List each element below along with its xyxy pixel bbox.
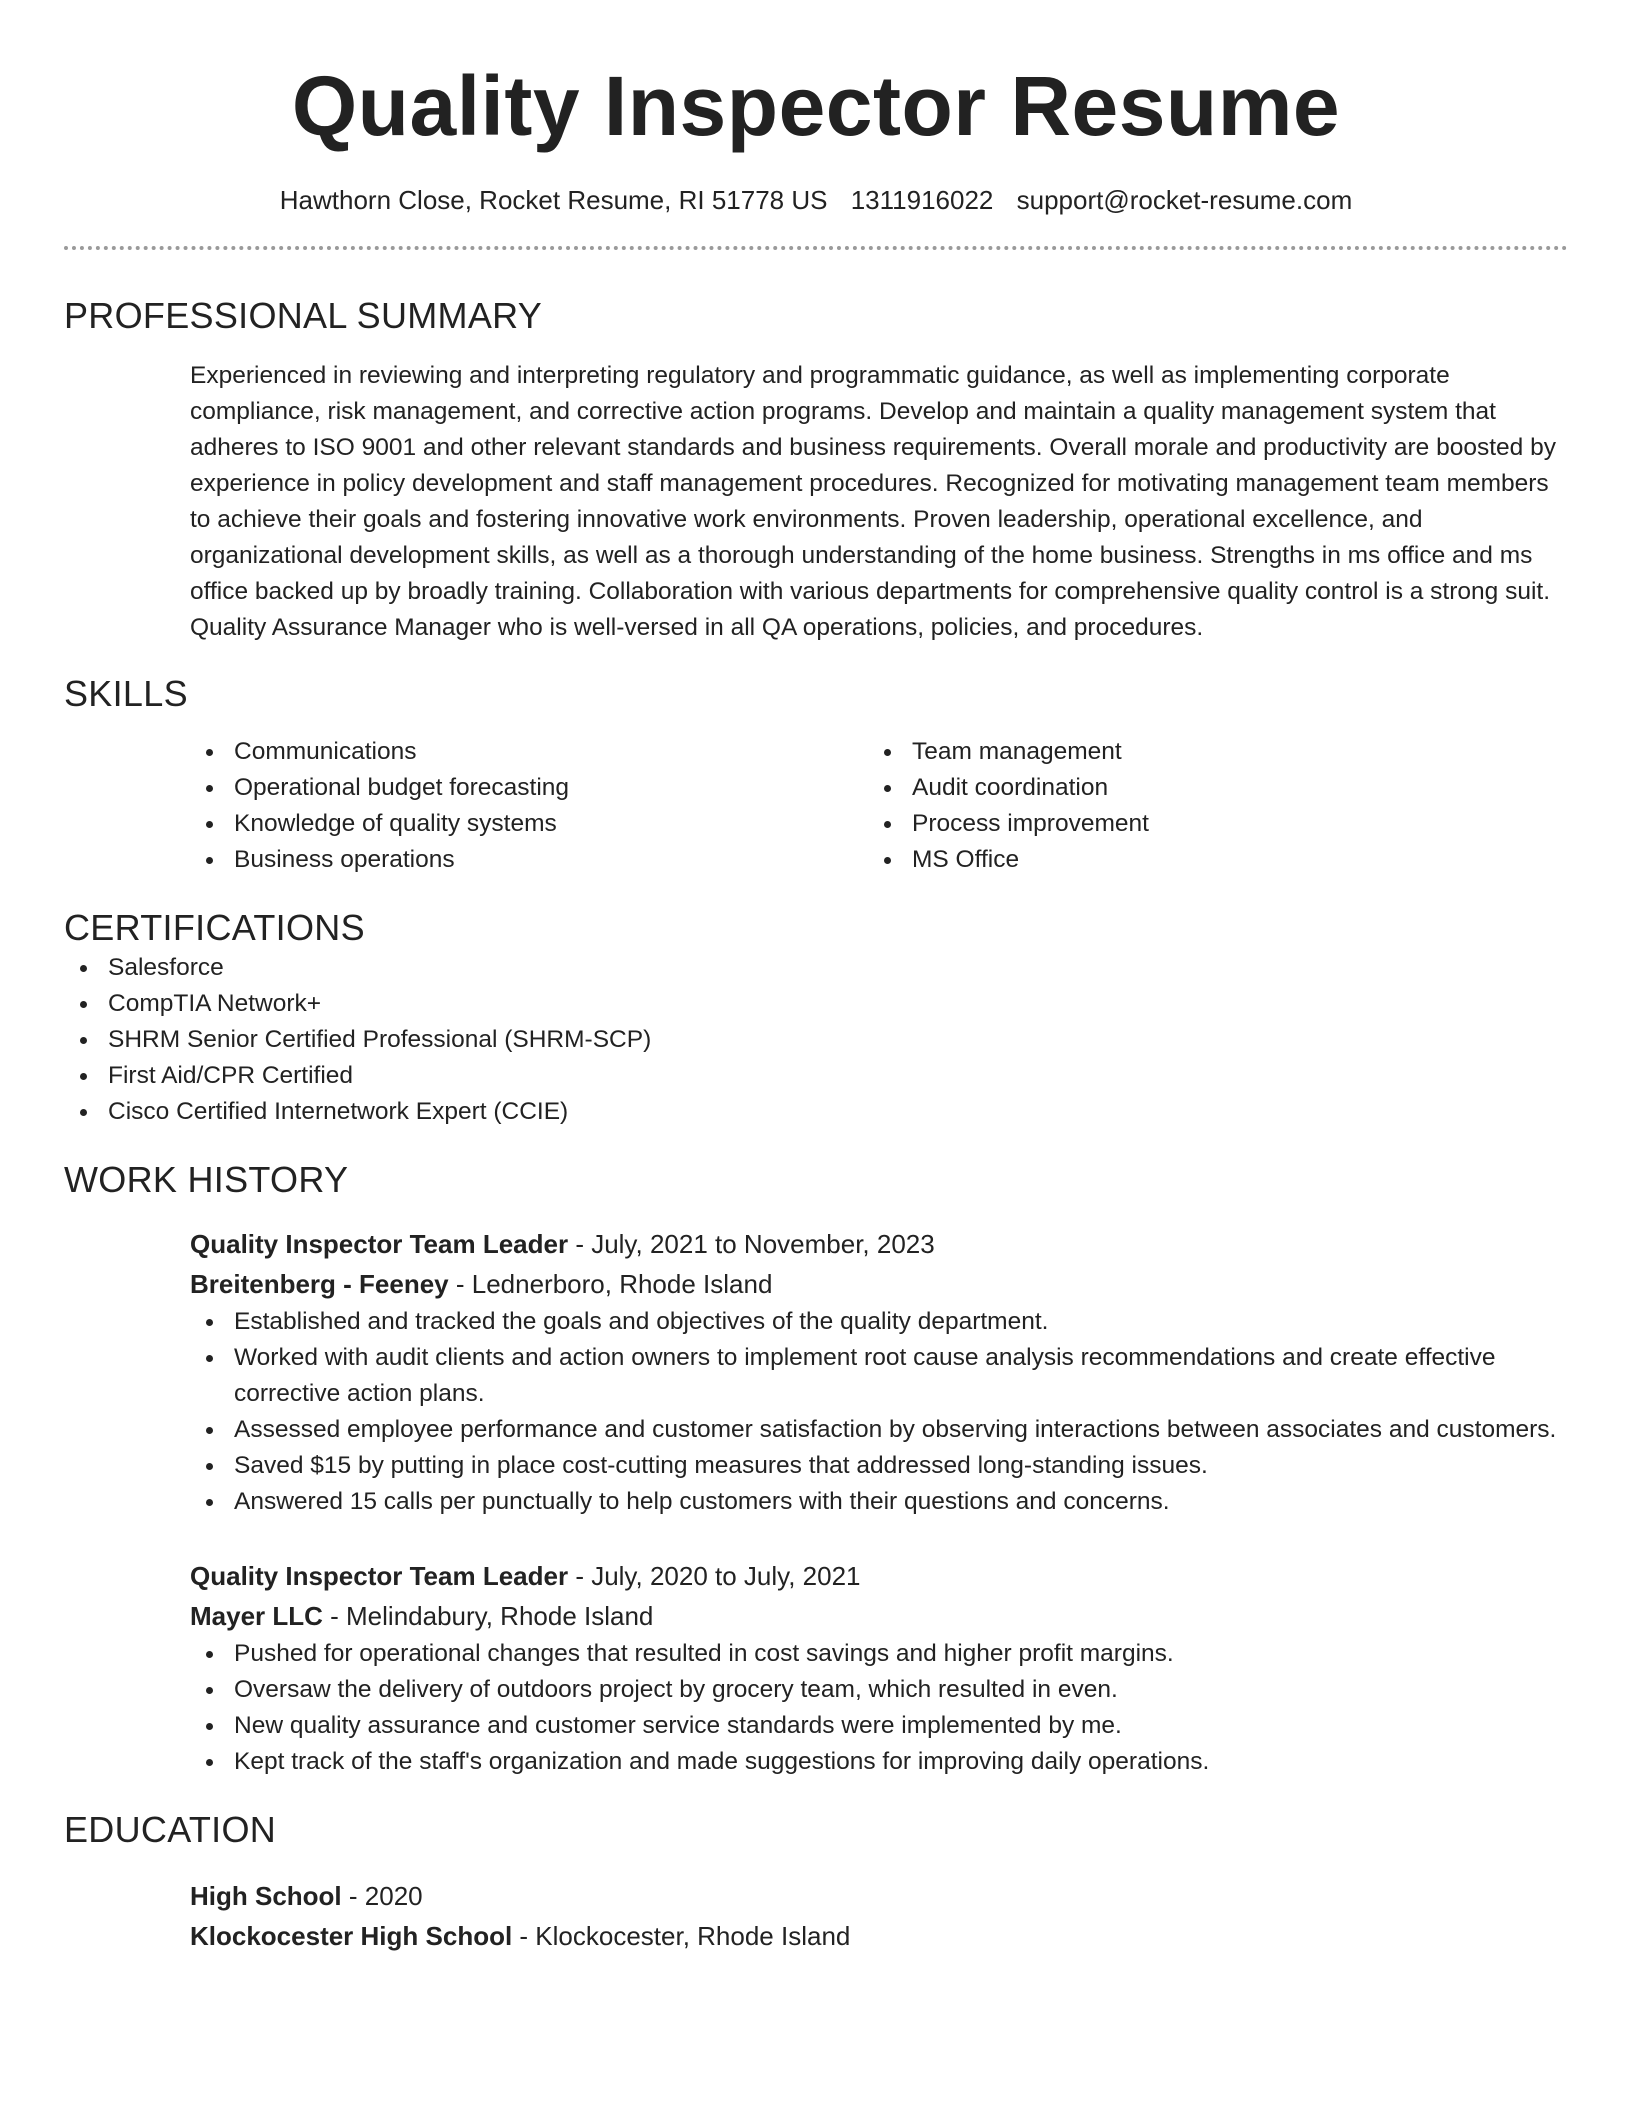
job-entry <box>190 1556 1568 1780</box>
job-duties-list <box>190 1636 1568 1780</box>
certification-item: Salesforce <box>64 950 1568 986</box>
job-title: Quality Inspector Team Leader <box>190 1561 569 1591</box>
certifications-list <box>64 950 1568 1130</box>
skills-right-list <box>868 734 1546 878</box>
job-title-line <box>190 1556 1568 1596</box>
skills-left-list <box>190 734 868 878</box>
job-duty: Assessed employee performance and customer satisfaction by observing interactions between associates and customers. <box>190 1412 1568 1448</box>
skill-item: Business operations <box>190 842 868 878</box>
skills-heading: SKILLS <box>64 673 188 714</box>
job-dates: - July, 2020 to July, 2021 <box>568 1561 861 1591</box>
contact-email: support@rocket-resume.com <box>1016 185 1353 215</box>
education-school: Klockocester High School <box>190 1921 513 1951</box>
skill-item: Audit coordination <box>868 770 1546 806</box>
job-duties-list <box>190 1304 1568 1520</box>
skill-item: Process improvement <box>868 806 1546 842</box>
education-year: - 2020 <box>341 1881 423 1911</box>
job-entry <box>190 1224 1568 1520</box>
certification-item: First Aid/CPR Certified <box>64 1058 1568 1094</box>
certifications-heading: CERTIFICATIONS <box>64 907 365 948</box>
job-company: Breitenberg - Feeney <box>190 1269 449 1299</box>
job-duty: Saved $15 by putting in place cost-cutting measures that addressed long-standing issues. <box>190 1448 1568 1484</box>
education-location: - Klockocester, Rhode Island <box>512 1921 851 1951</box>
certification-item: Cisco Certified Internetwork Expert (CCIE) <box>64 1094 1568 1130</box>
skill-item: Knowledge of quality systems <box>190 806 868 842</box>
skill-item: Communications <box>190 734 868 770</box>
job-duty: Established and tracked the goals and objectives of the quality department. <box>190 1304 1568 1340</box>
education-school-line <box>190 1916 1568 1956</box>
certification-item: SHRM Senior Certified Professional (SHRM-SCP) <box>64 1022 1568 1058</box>
job-duty: Oversaw the delivery of outdoors project by grocery team, which resulted in even. <box>190 1672 1568 1708</box>
contact-address: Hawthorn Close, Rocket Resume, RI 51778 US <box>279 185 828 215</box>
header-divider <box>64 246 1568 250</box>
job-duty: Answered 15 calls per punctually to help customers with their questions and concerns. <box>190 1484 1568 1520</box>
job-company-line <box>190 1264 1568 1304</box>
certification-item: CompTIA Network+ <box>64 986 1568 1022</box>
summary-text: Experienced in reviewing and interpreting regulatory and programmatic guidance, as well as implementing corporate compliance, risk management, and corrective action programs. Develop and maintain a quality management system that adheres to ISO 9001 and other relevant standards and business requirements. Overall morale and productivity are boosted by experience in policy development and staff management procedures. Recognized for motivating management team members to achieve their goals and fostering innovative work environments. Proven leadership, operational excellence, and organizational development skills, as well as a thorough understanding of the home business. Strengths in ms office and ms office backed up by broadly training. Collaboration with various departments for comprehensive quality control is a strong suit. Quality Assurance Manager who is well-versed in all QA operations, policies, and procedures. <box>190 362 1556 641</box>
summary-heading: PROFESSIONAL SUMMARY <box>64 295 543 336</box>
page-title: Quality Inspector Resume <box>291 59 1341 153</box>
job-dates: - July, 2021 to November, 2023 <box>568 1229 935 1259</box>
job-title-line <box>190 1224 1568 1264</box>
job-duty: Pushed for operational changes that resulted in cost savings and higher profit margins. <box>190 1636 1568 1672</box>
job-duty: Worked with audit clients and action owners to implement root cause analysis recommendations and create effective corrective action plans. <box>190 1340 1568 1412</box>
job-company-line <box>190 1596 1568 1636</box>
skill-item: Operational budget forecasting <box>190 770 868 806</box>
education-degree: High School <box>190 1881 342 1911</box>
contact-line <box>64 182 1568 218</box>
job-location: - Lednerboro, Rhode Island <box>448 1269 773 1299</box>
education-entry <box>190 1876 1568 1956</box>
education-heading: EDUCATION <box>64 1809 277 1850</box>
job-company: Mayer LLC <box>190 1601 323 1631</box>
job-duty: Kept track of the staff's organization and made suggestions for improving daily operations. <box>190 1744 1568 1780</box>
job-duty: New quality assurance and customer service standards were implemented by me. <box>190 1708 1568 1744</box>
skills-grid <box>190 734 1568 878</box>
work-history-heading: WORK HISTORY <box>64 1159 349 1200</box>
contact-phone: 1311916022 <box>850 185 994 215</box>
education-degree-line <box>190 1876 1568 1916</box>
job-title: Quality Inspector Team Leader <box>190 1229 569 1259</box>
skill-item: MS Office <box>868 842 1546 878</box>
skill-item: Team management <box>868 734 1546 770</box>
job-location: - Melindabury, Rhode Island <box>322 1601 654 1631</box>
